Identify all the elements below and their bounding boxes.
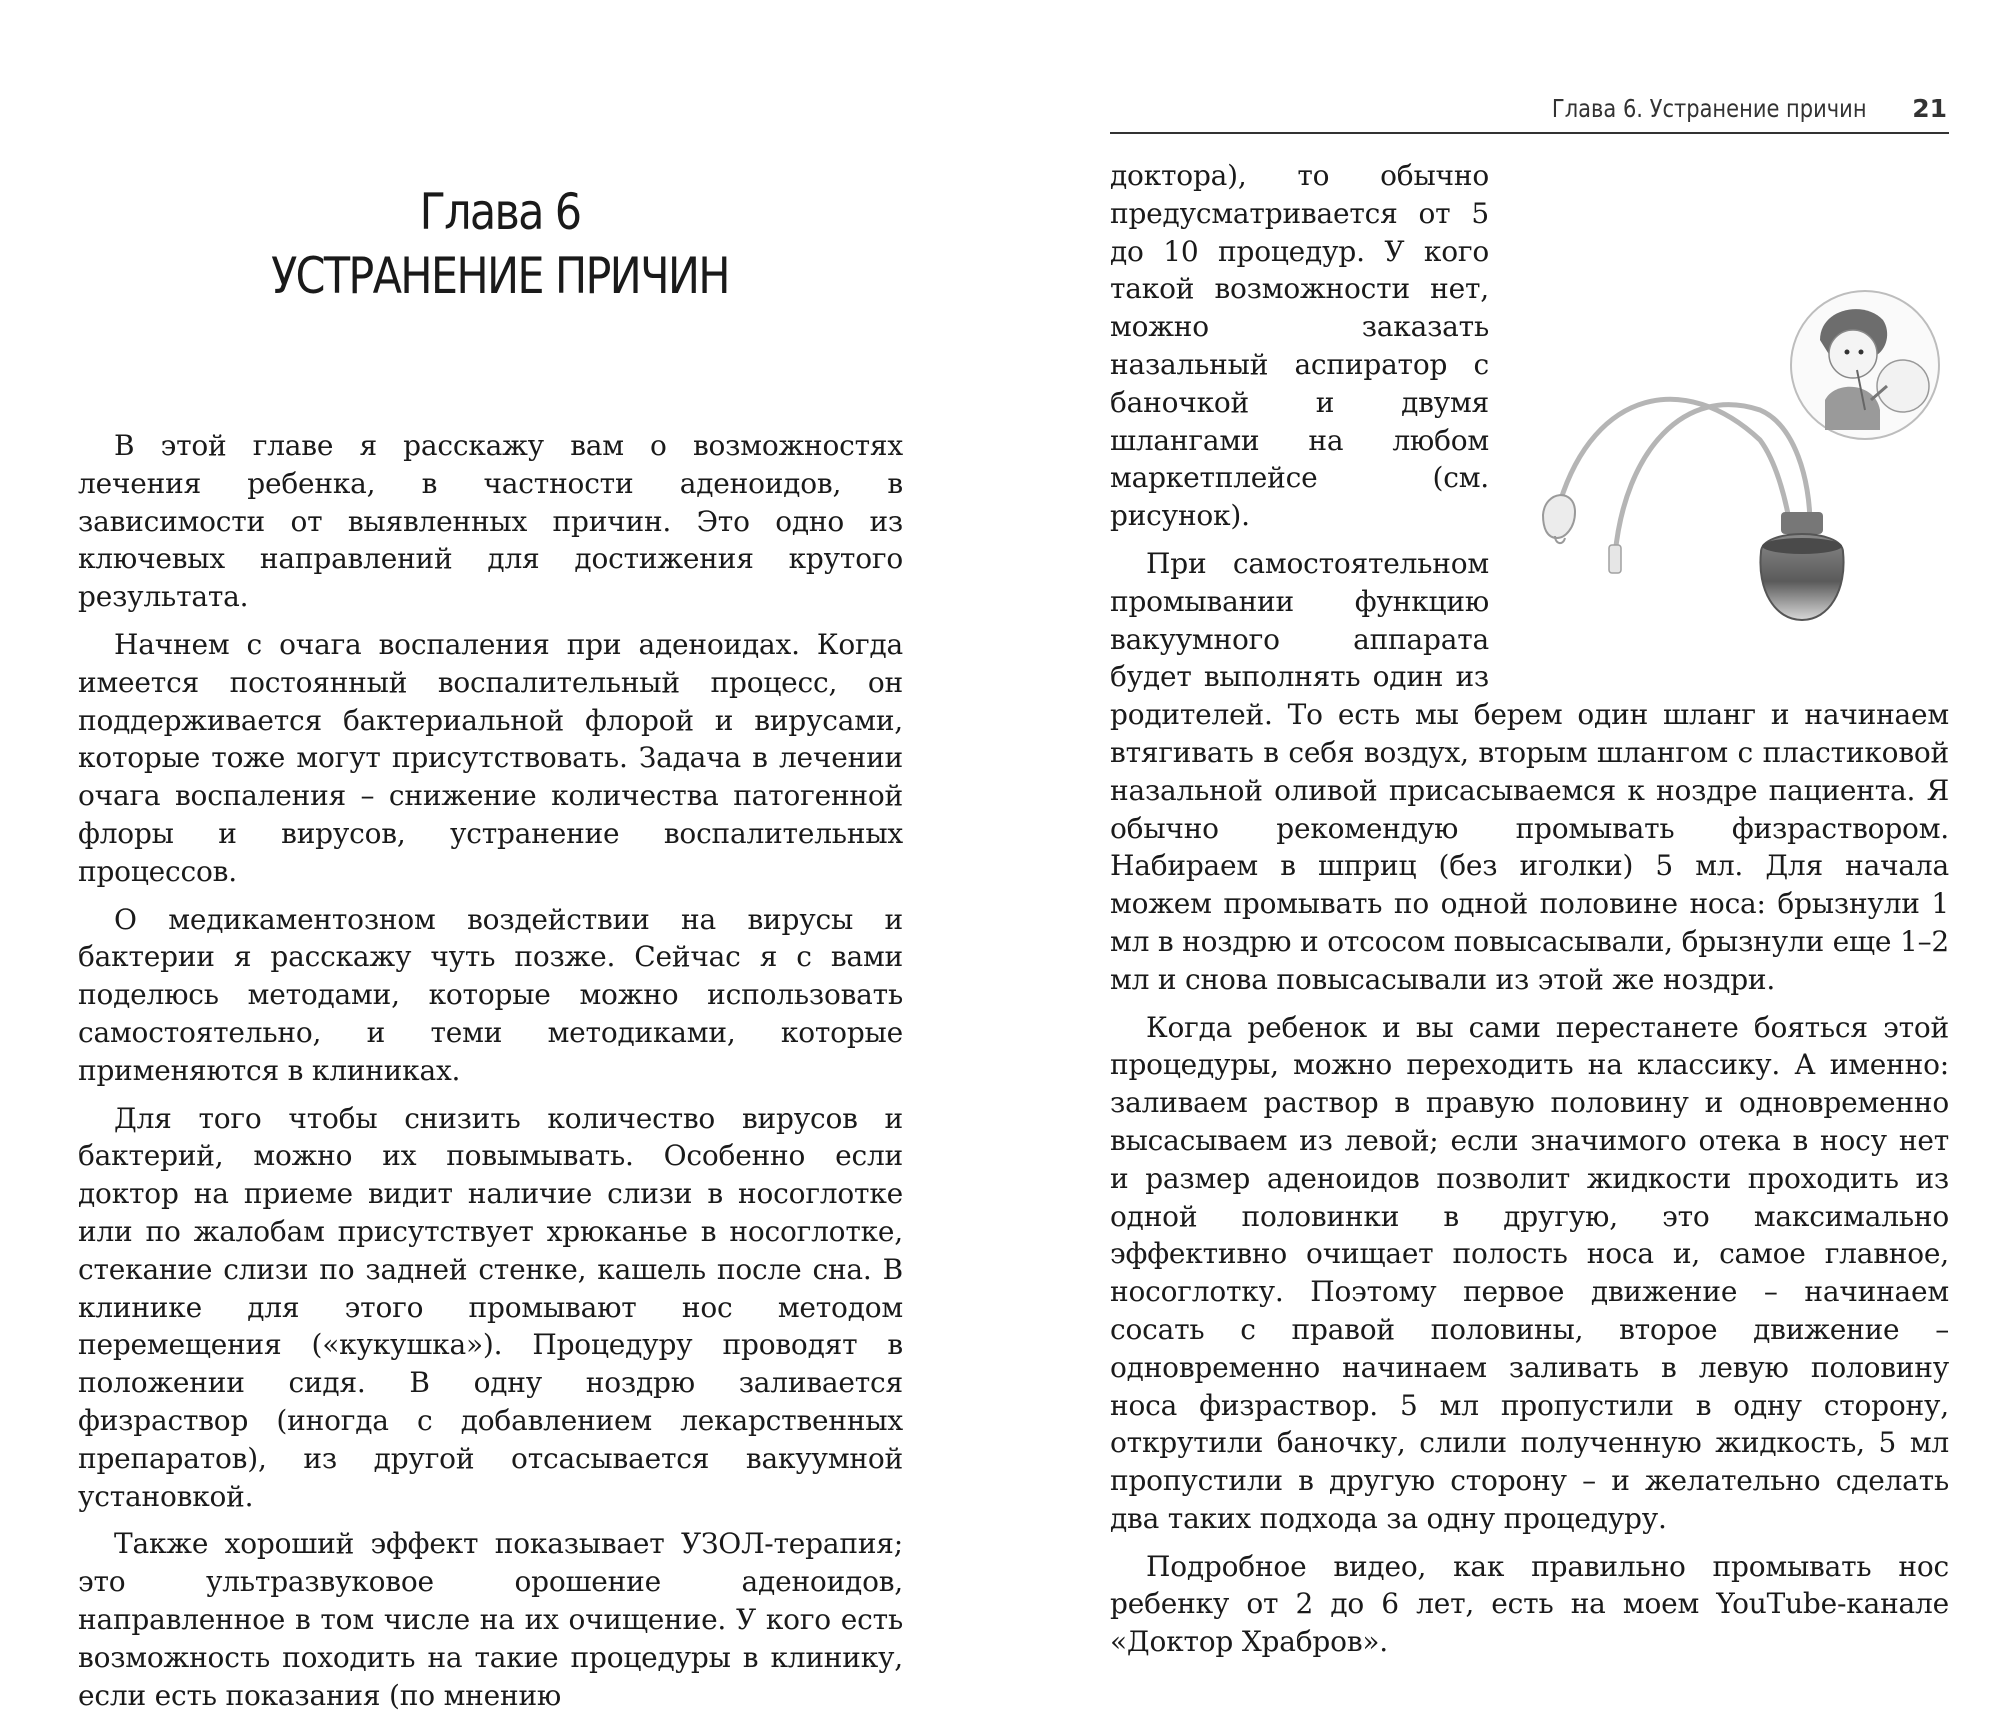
paragraph: Для того чтобы снизить количество вирусов и бактерий, можно их повымывать. Особенно если доктор на приеме видит наличие слизи в носоглотке или по жалобам присутствует хрюканье в носоглотке, стекание слизи по задней стенке, кашель после сна. В клинике для этого промывают нос методом перемещения («кукушка»). Процедуру проводят в положении сидя. В одну ноздрю заливается физраствор (иногда с добавлением лекарственных препаратов), из другой отсасывается вакуумной установкой. xyxy=(78,1101,903,1513)
aspirator-tubes xyxy=(1560,399,1810,555)
paragraph: Также хороший эффект показывает УЗОЛ-терапия; это ультразвуковое орошение аденоидов, направленное в том числе на их очищение. У кого есть возможность походить на такие процедуры в клинику, если есть показания (по мнению xyxy=(78,1527,903,1712)
paragraph: Подробное видео, как правильно промывать нос ребенку от 2 до 6 лет, есть на моем YouTube-канале «Доктор Храбров». xyxy=(1110,1549,1949,1659)
left-page xyxy=(0,0,1000,1712)
running-title: Глава 6. Устранение причин xyxy=(1552,94,1867,123)
nasal-aspirator-figure xyxy=(1535,290,1985,630)
nasal-aspirator-illustration xyxy=(1535,290,1985,630)
page-number: 21 xyxy=(1912,94,1947,123)
parent-child-inset xyxy=(1791,291,1939,439)
running-header xyxy=(1110,92,1949,134)
mouthpiece xyxy=(1609,545,1621,573)
left-body-text xyxy=(78,427,903,1724)
paragraph: О медикаментозном воздействии на вирусы и бактерии я расскажу чуть позже. Сейчас я с вами поделюсь методами, которые можно использовать самостоятельно, и теми методиками, которые применяются в клиниках. xyxy=(78,902,903,1087)
collection-jar xyxy=(1760,512,1843,620)
paragraph: Начнем с очага воспаления при аденоидах. Когда имеется постоянный воспалительный процесс, он поддерживается бактериальной флорой и вирусами, которые тоже могут присутствовать. Задача в лечении очага воспаления – снижение количества патогенной флоры и вирусов, устранение воспалительных процессов. xyxy=(78,627,903,888)
nasal-olive-tip xyxy=(1543,495,1575,543)
right-page xyxy=(1000,0,2000,1659)
chapter-title xyxy=(242,180,758,308)
chapter-name: УСТРАНЕНИЕ ПРИЧИН xyxy=(271,247,729,305)
paragraph: Когда ребенок и вы сами перестанете бояться этой процедуры, можно переходить на классику. А именно: заливаем раствор в правую половину и одновременно высасываем из левой; если значимого отека в носу нет и размер аденоидов позволит жидкости проходить из одной половинки в другую, это максимально эффективно очищает полость носа и, самое главное, носоглотку. Поэтому первое движение – начинаем сосать с правой половины, второе движение – одновременно начинаем заливать в левую половину носа физраствор. 5 мл пропустили в одну сторону, открутили баночку, слили полученную жидкость, 5 мл пропустили в другую сторону – и желательно сделать два таких подхода за одну процедуру. xyxy=(1110,1010,1949,1535)
paragraph: В этой главе я расскажу вам о возможностях лечения ребенка, в частности аденоидов, в зависимости от выявленных причин. Это одно из ключевых направлений для достижения крутого результата. xyxy=(78,429,903,614)
paragraph: При самостоятельном промывании функцию вакуумного аппарата будет выполнять один из родителей. То есть мы берем один шланг и начинаем втягивать в себя воздух, вторым шлангом с пластиковой назальной оливой присасываемся к ноздре пациента. Я обычно рекомендую промывать физраствором. Набираем в шприц (без иголки) 5 мл. Для начала можем промывать по одной половине носа: брызнули 1 мл в ноздрю и отсосом повысасывали, брызнули еще 1–2 мл и снова повысасывали из этой же ноздри. xyxy=(1110,546,1949,996)
chapter-number: Глава 6 xyxy=(419,183,581,241)
paragraph: доктора), то обычно предусматривается от 5 до 10 процедур. У кого такой возможности нет, можно заказать назальный аспиратор с баночкой и двумя шлангами на любом маркетплейсе (см. рисунок). xyxy=(1110,159,1489,533)
